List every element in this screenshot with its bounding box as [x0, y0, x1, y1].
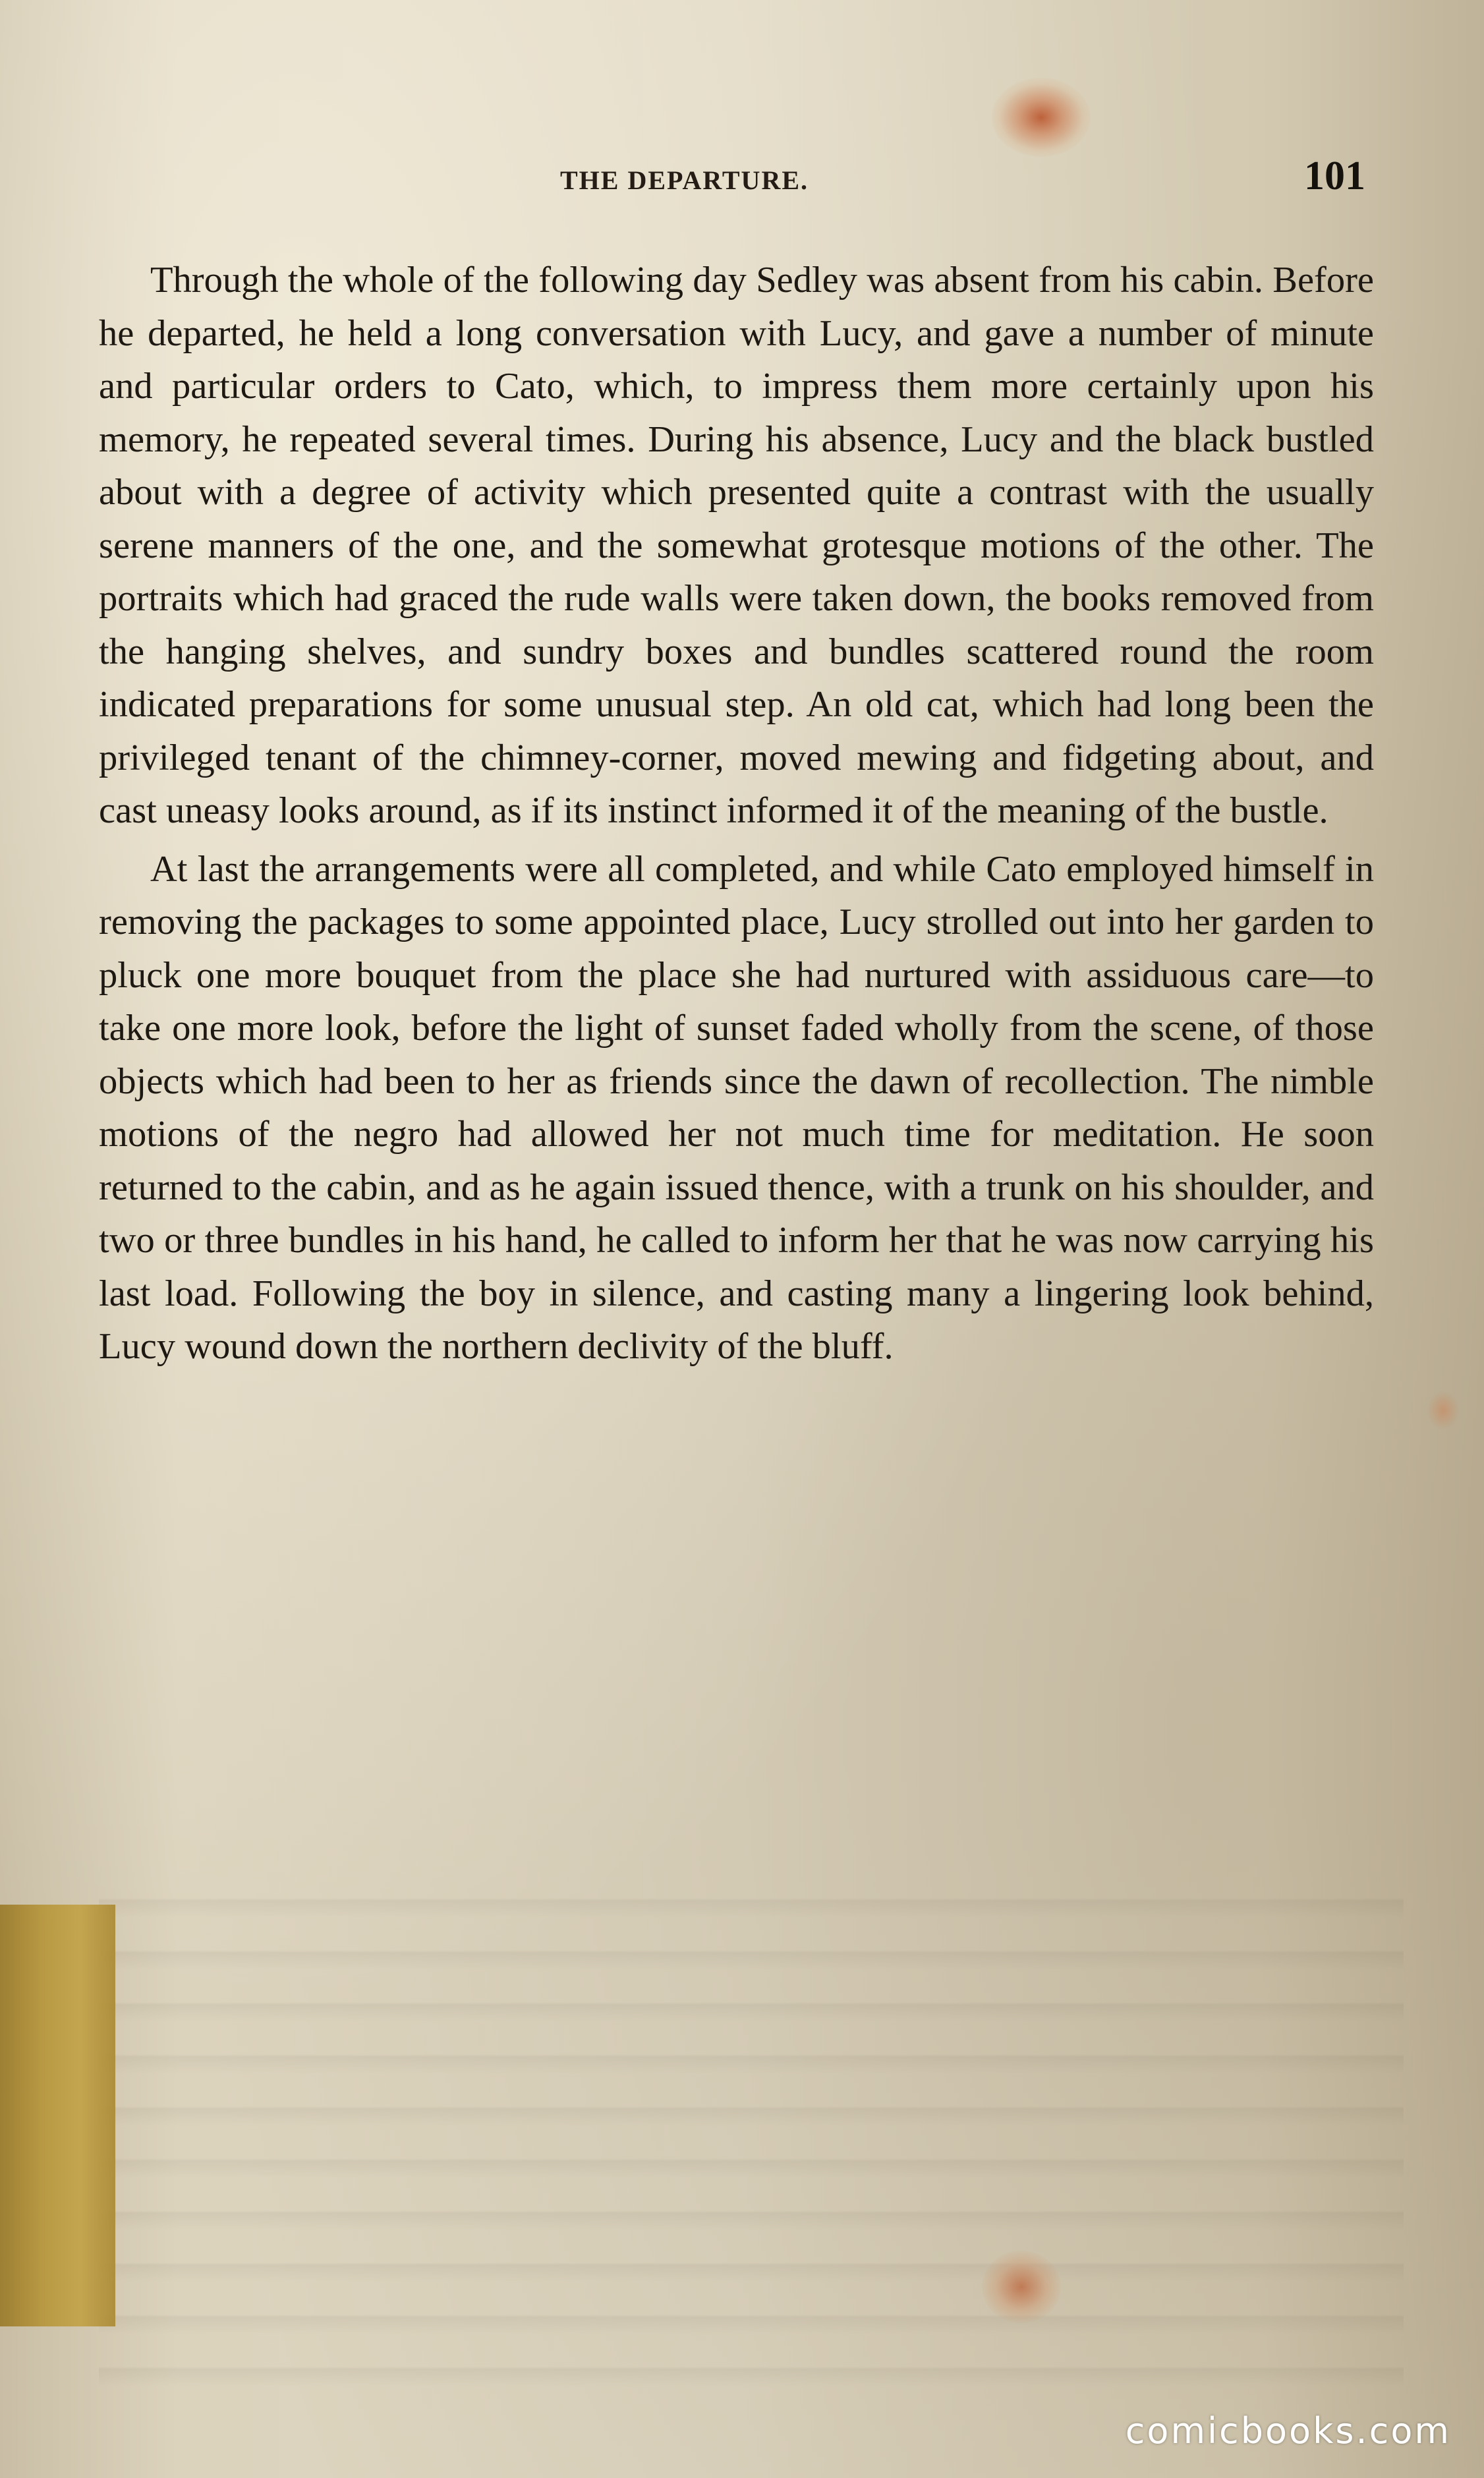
page-header	[99, 153, 1377, 206]
foxing-stain-right	[1427, 1391, 1460, 1430]
show-through-text	[99, 1872, 1404, 2399]
body-text	[99, 254, 1374, 1373]
running-title: THE DEPARTURE.	[560, 165, 809, 195]
paragraph: At last the arrangements were all completed, and while Cato employed himself in removing the packages to some appointed place, Lucy strolled out into her garden to pluck one more bouquet from the place she had nurtured with assiduous care—to take one more look, before the light of sunset faded wholly from the scene, of those objects which had been to her as friends since the dawn of recollection. The nimble motions of the negro had allowed her not much time for meditation. He soon returned to the cabin, and as he again issued thence, with a trunk on his shoulder, and two or three bundles in his hand, he called to inform her that he was now carrying his last load. Following the boy in silence, and casting many a lingering look behind, Lucy wound down the northern declivity of the bluff.	[99, 848, 1374, 1367]
paragraph: Through the whole of the following day Sedley was absent from his cabin. Before he departed, he held a long conversation with Lucy, and gave a number of minute and particular orders to Cato, which, to impress them more certainly upon his memory, he repeated several times. During his absence, Lucy and the black bustled about with a degree of activity which presented quite a contrast with the usually serene manners of the one, and the somewhat grotesque motions of the other. The portraits which had graced the rude walls were taken down, the books removed from the hanging shelves, and sundry boxes and bundles scattered round the room indicated preparations for some unusual step. An old cat, which had long been the privileged tenant of the chimney-corner, moved mewing and fidgeting about, and cast uneasy looks around, as if its instinct informed it of the meaning of the bustle.	[99, 260, 1374, 831]
page-number: 101	[1304, 154, 1365, 198]
paper-tab	[0, 1905, 115, 2326]
foxing-stain-top	[992, 78, 1091, 157]
watermark: comicbooks.com	[1125, 2410, 1451, 2452]
foxing-stain-bottom	[982, 2251, 1061, 2323]
